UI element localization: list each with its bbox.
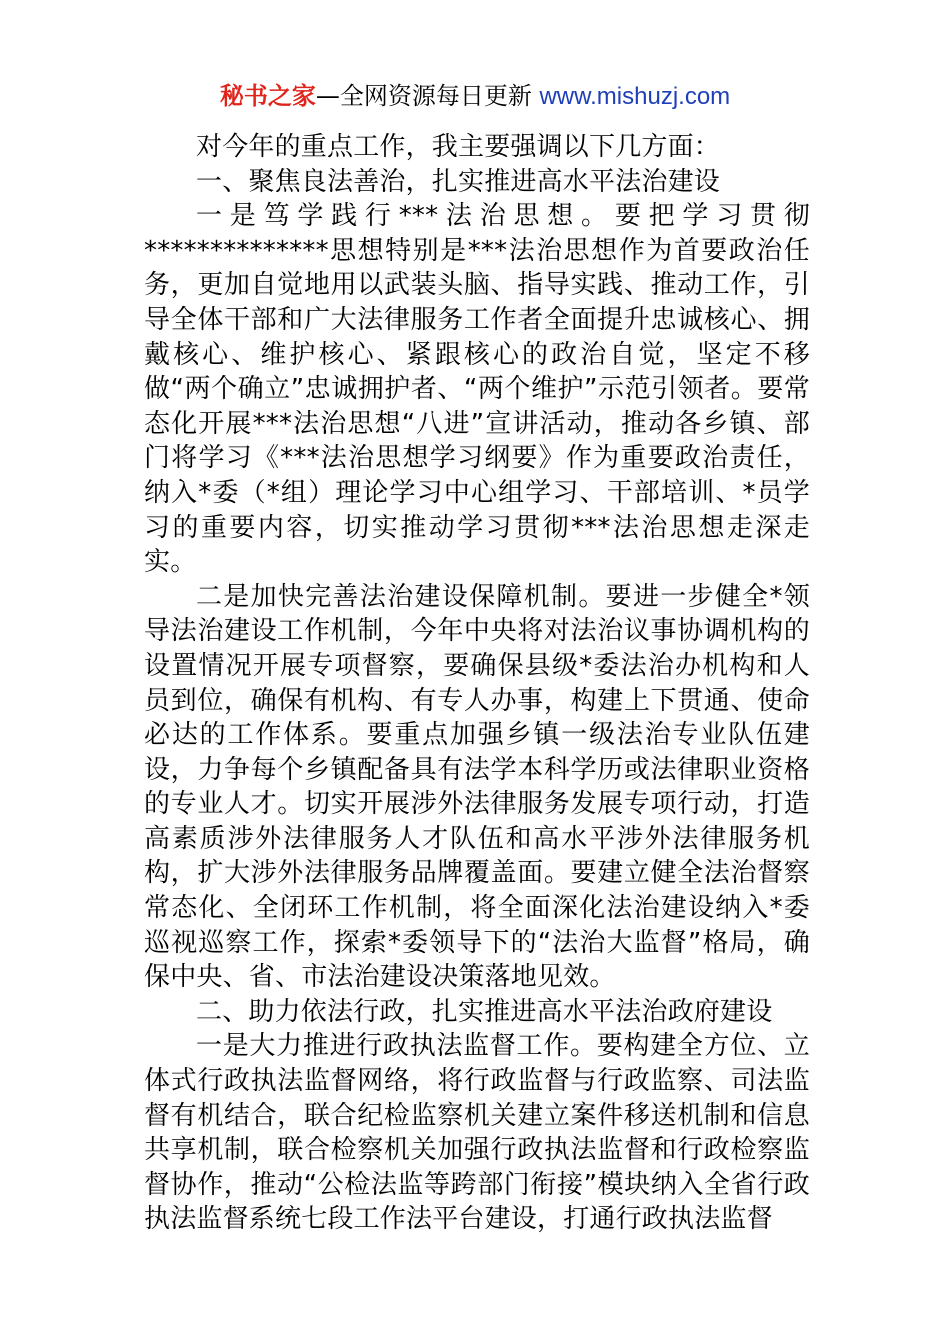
- section-heading-2: 二、助力依法行政，扎实推进高水平法治政府建设: [196, 996, 773, 1027]
- intro-paragraph: 对今年的重点工作，我主要强调以下几方面：: [196, 132, 721, 162]
- site-brand: 秘书之家: [219, 82, 316, 110]
- section-heading-1: 一、聚焦良法善治，扎实推进高水平法治建设: [196, 166, 721, 197]
- body-paragraph: 一是大力推进行政执法监督工作。要构建全方位、立体式行政执法监督网络，将行政监督与行政监察、司法监督有机结合，联合纪检监察机关建立案件移送机制和信息共享机制，联合检察机关加强行政执法监督和行政检察监督协作，推动“公检法监等跨部门衔接”模块纳入全省行政执法监督系统七段工作法平台建设，打通行政执法监督: [144, 1031, 810, 1235]
- site-url-link[interactable]: www.mishuzj.com: [539, 83, 731, 110]
- site-header: [0, 80, 950, 113]
- document-body: [144, 130, 810, 1237]
- body-paragraph: 二是加快完善法治建设保障机制。要进一步健全*领导法治建设工作机制，今年中央将对法治议事协调机构的设置情况开展专项督察，要确保县级*委法治办机构和人员到位，确保有机构、有专人办事，构建上下贯通、使命必达的工作体系。要重点加强乡镇一级法治专业队伍建设，力争每个乡镇配备具有法学本科学历或法律职业资格的专业人才。切实开展涉外法律服务发展专项行动，打造高素质涉外法律服务人才队伍和高水平涉外法律服务机构，扩大涉外法律服务品牌覆盖面。要建立健全法治督察常态化、全闭环工作机制，将全面深化法治建设纳入*委巡视巡察工作，探索*委领导下的“法治大监督”格局，确保中央、省、市法治建设决策落地见效。: [144, 581, 810, 993]
- site-tagline: —全网资源每日更新: [315, 82, 532, 110]
- body-paragraph: 一是笃学践行***法治思想。要把学习贯彻**************思想特别是***法治思想作为首要政治任务，更加自觉地用以武装头脑、指导实践、推动工作，引导全体干部和广大法律服务工作者全面提升忠诚核心、拥戴核心、维护核心、紧跟核心的政治自觉，坚定不移做“两个确立”忠诚拥护者、“两个维护”示范引领者。要常态化开展***法治思想“八进”宣讲活动，推动各乡镇、部门将学习《***法治思想学习纲要》作为重要政治责任，纳入*委（*组）理论学习中心组学习、干部培训、*员学习的重要内容，切实推动学习贯彻***法治思想走深走实。: [144, 201, 810, 578]
